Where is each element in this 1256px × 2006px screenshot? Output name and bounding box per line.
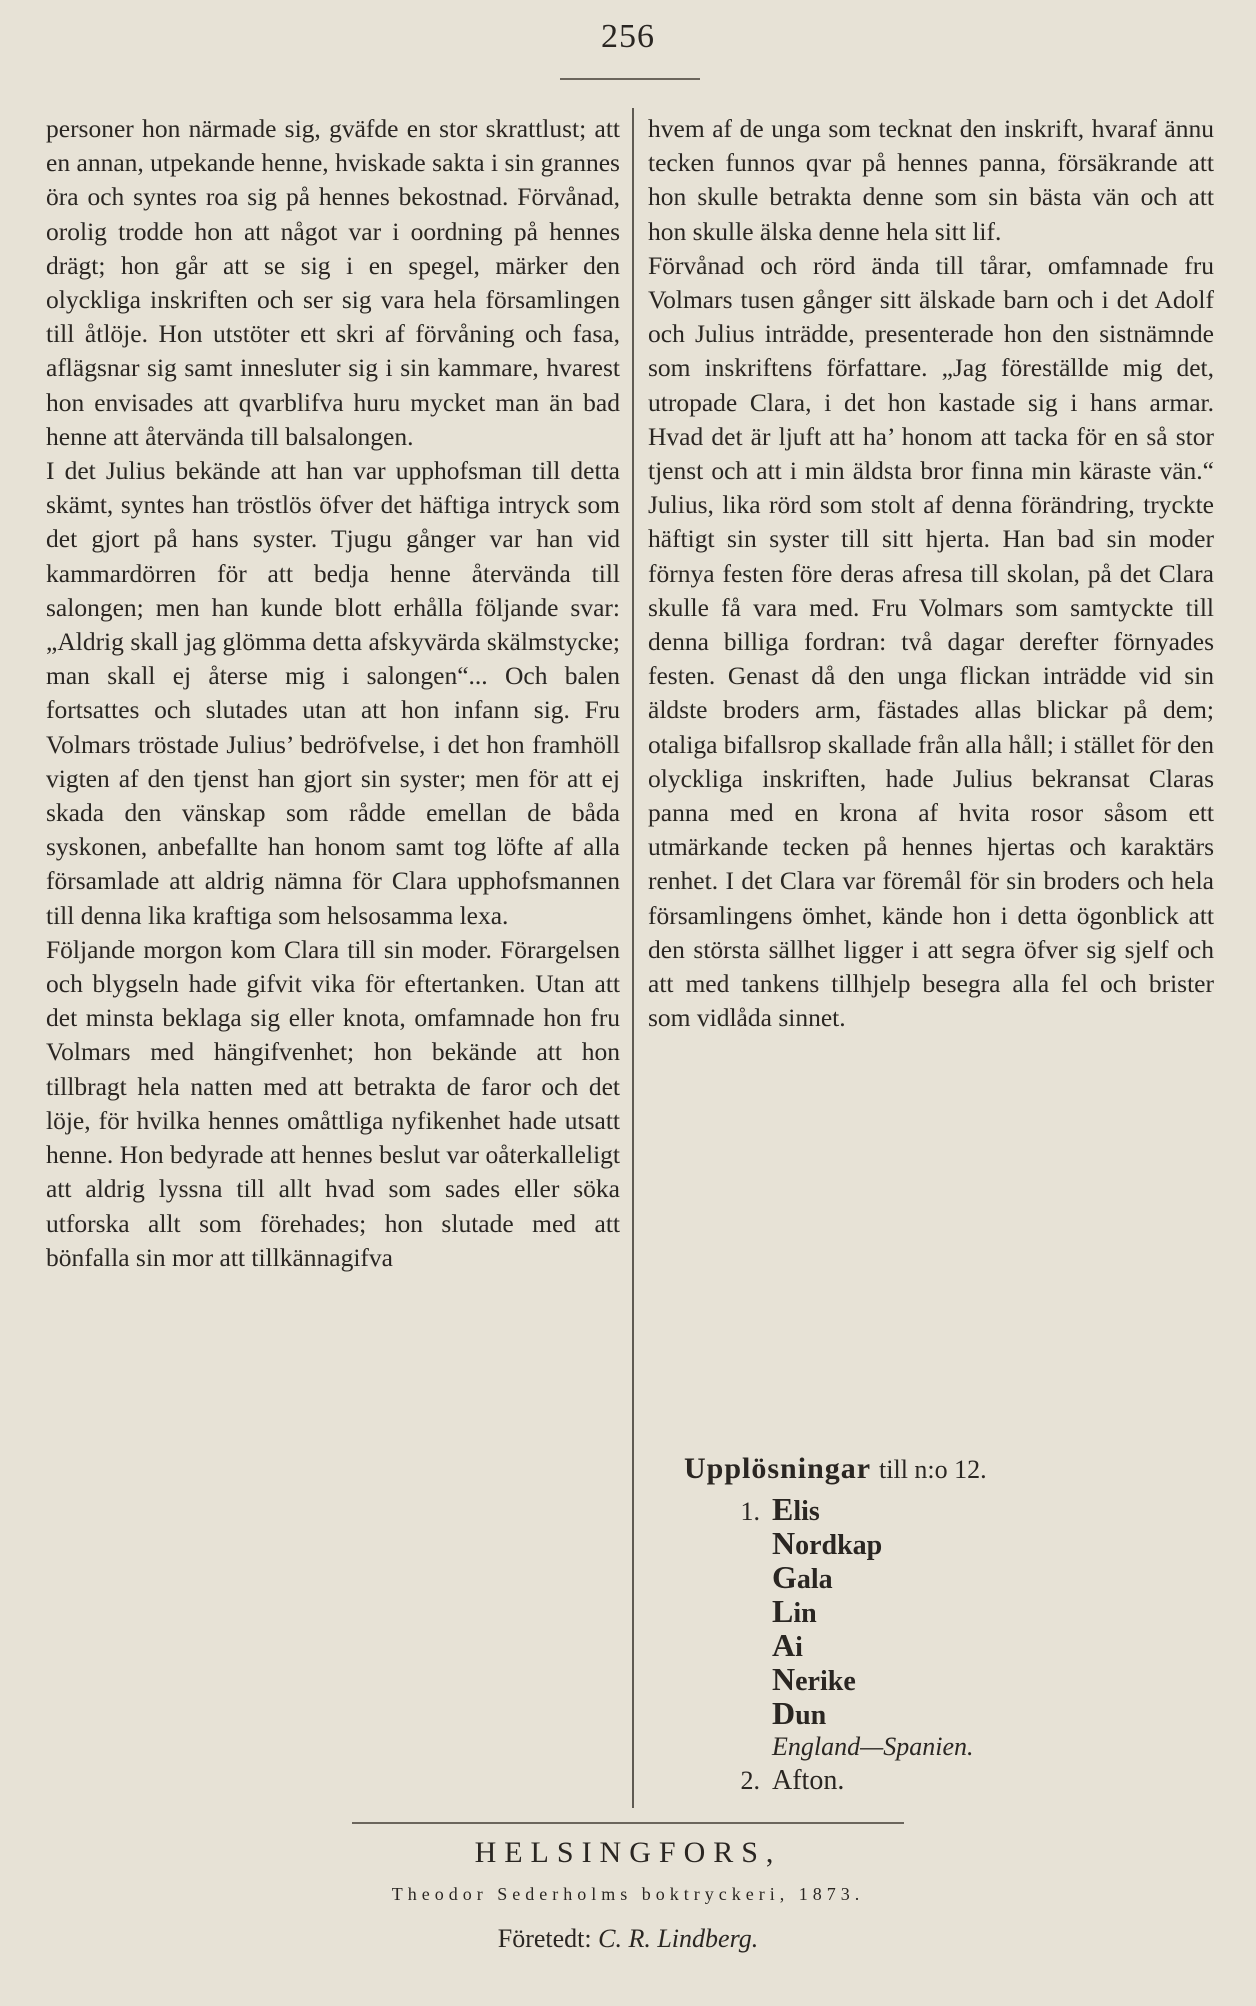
imprint-city: HELSINGFORS, [474,1836,782,1869]
solution-answer-row [684,1730,1224,1764]
solution-word [772,1696,826,1733]
acrostic-initial: N [772,1661,796,1697]
acrostic-initial: G [772,1559,797,1595]
puzzle-solutions [684,1452,1224,1798]
left-column [46,112,620,1275]
right-paragraph: Förvånad och rörd ända till tårar, omfamnade fru Volmars tusen gånger sitt älskade barn och i det Adolf och Julius inträdde, presenterade hon den sistnämnde som inskriftens författare. „Jag föreställde mig det, utropade Clara, i det hon kastade sig i hans armar. Hvad det är ljuft att ha’ honom att tacka för en så stor tjenst och att i min äldsta bror finna min käraste vän.“ Julius, lika rörd som stolt af denna förändring, tryckte häftigt sin syster till sitt hjerta. Han bad sin moder förnya festen före deras afresa till skolan, på det Clara skulle få vara med. Fru Volmars som samtyckte till denna billiga fordran: två dagar derefter förnyades festen. Genast då den unga flickan inträdde vid sin äldste broders arm, fästades allas blickar på dem; otaliga bifallsrop skallade från alla håll; i stället för den olyckliga inskriften, hade Julius bekransat Claras panna med en krona af hvita rosor såsom ett utmärkande tecken på hennes hjertas och karaktärs renhet. I det Clara var föremål för sin broders och hela församlingens ömhet, kände hon i detta ögonblick att den största sällhet ligger i att segra öfver sig sjelf och att med tankens tillhjelp besegra alla fel och brister som vidlåda sinnet. [648,250,1214,1033]
solution-word [772,1526,882,1563]
solutions-heading [684,1452,1224,1486]
solution-word-row [684,1662,1224,1696]
solution-word-rest: erike [795,1666,856,1697]
column-divider [632,108,634,1808]
solution-word [772,1662,856,1699]
solutions-list [684,1492,1224,1798]
left-paragraph: Följande morgon kom Clara till sin moder. Förargelsen och blygseln hade gifvit vika för eftertanken. Utan att det minsta beklaga sig eller knota, omfamnade hon fru Volmars med hängifvenhet; hon bekände att hon tillbragt hela natten med att betrakta de faror och det löje, för hvilka hennes omåttliga nyfikenhet hade utsatt henne. Hon bedyrade att hennes beslut var oåterkalleligt att aldrig lyssna till allt hvad som sades eller söka utforska allt som förehades; hon slutade med att bönfalla sin mor att tillkännagifva [46,934,620,1272]
solution-answer-1: England—Spanien. [772,1732,974,1761]
acrostic-initial: A [772,1627,796,1663]
acrostic-initial: E [772,1491,794,1527]
solution-word-row [684,1628,1224,1662]
solution-word [772,1492,820,1529]
censor-label: Företedt: [497,1924,592,1953]
page-number: 256 [601,18,655,55]
imprint-printer: Theodor Sederholms boktryckeri, 1873. [391,1884,865,1904]
right-paragraph: hvem af de unga som tecknat den inskrift, hvaraf ännu tecken funnos qvar på hennes panna, försäkrande att hon skulle betrakta denne som sin bästa vän och att hon skulle älska denne hela sitt lif. [648,114,1214,246]
top-rule [560,78,700,80]
solution-word-rest: ordkap [795,1530,883,1561]
solution-word-row [684,1492,1224,1526]
censor-name: C. R. Lindberg. [598,1924,759,1953]
solution-number: 2. [740,1766,760,1795]
solutions-issue: till n:o 12. [879,1455,987,1484]
solution-word-rest: i [795,1632,803,1663]
solution-word-row [684,1594,1224,1628]
solution-word-rest: un [795,1700,827,1731]
acrostic-initial: N [772,1525,796,1561]
solution-word-rest: lis [793,1496,820,1527]
left-paragraph: personer hon närmade sig, gväfde en stor skrattlust; att en annan, utpekande henne, hviskade sakta i sin grannes öra och syntes roa sig på hennes bekostnad. Förvånad, orolig trodde hon att något var i oordning på hennes drägt; hon går att se sig i en spegel, märker den olyckliga inskriften och ser sig vara hela församlingen till åtlöje. Hon utstöter ett skri af förvåning och fasa, aflägsnar sig samt innesluter sig i sin kammare, hvarest hon envisades att qvarblifva huru mycket man än bad henne att återvända till balsalongen. [46,114,620,451]
acrostic-initial: D [772,1695,796,1731]
imprint-censor [0,1924,1256,1954]
solution-row-2 [684,1764,1224,1798]
solution-word-rest: ala [796,1564,833,1595]
bottom-rule [352,1822,904,1824]
acrostic-initial: L [772,1593,794,1629]
solution-answer-2: Afton. [772,1765,845,1796]
solution-word [772,1560,833,1597]
solution-word-rest: in [793,1598,817,1629]
solution-word-row [684,1696,1224,1730]
right-column [648,112,1214,1035]
solution-word-row [684,1560,1224,1594]
left-paragraph: I det Julius bekände att han var upphofsman till detta skämt, syntes han tröstlös öfver det häftiga intryck som det gjort på hans syster. Tjugu gånger var han vid kammardörren för att bedja henne återvända till salongen; men han kunde blott erhålla följande svar: „Aldrig skall jag glömma detta afskyvärda skälmstycke; man skall ej återse mig i salongen“... Och balen fortsattes och slutades utan att hon infann sig. Fru Volmars tröstade Julius’ bedröfvelse, i det hon framhöll vigten af den tjenst han gjort sin syster; men för att ej skada den vänskap som rådde emellan de båda syskonen, anbefallte han honom samt tog löfte af alla församlade att aldrig nämna för Clara upphofsmannen till denna lika kraftiga som helsosamma lexa. [46,456,620,930]
solution-word-row [684,1526,1224,1560]
solution-word [772,1594,817,1631]
solution-number: 1. [740,1497,760,1526]
solutions-title: Upplösningar [684,1452,871,1485]
solution-word [772,1628,803,1665]
